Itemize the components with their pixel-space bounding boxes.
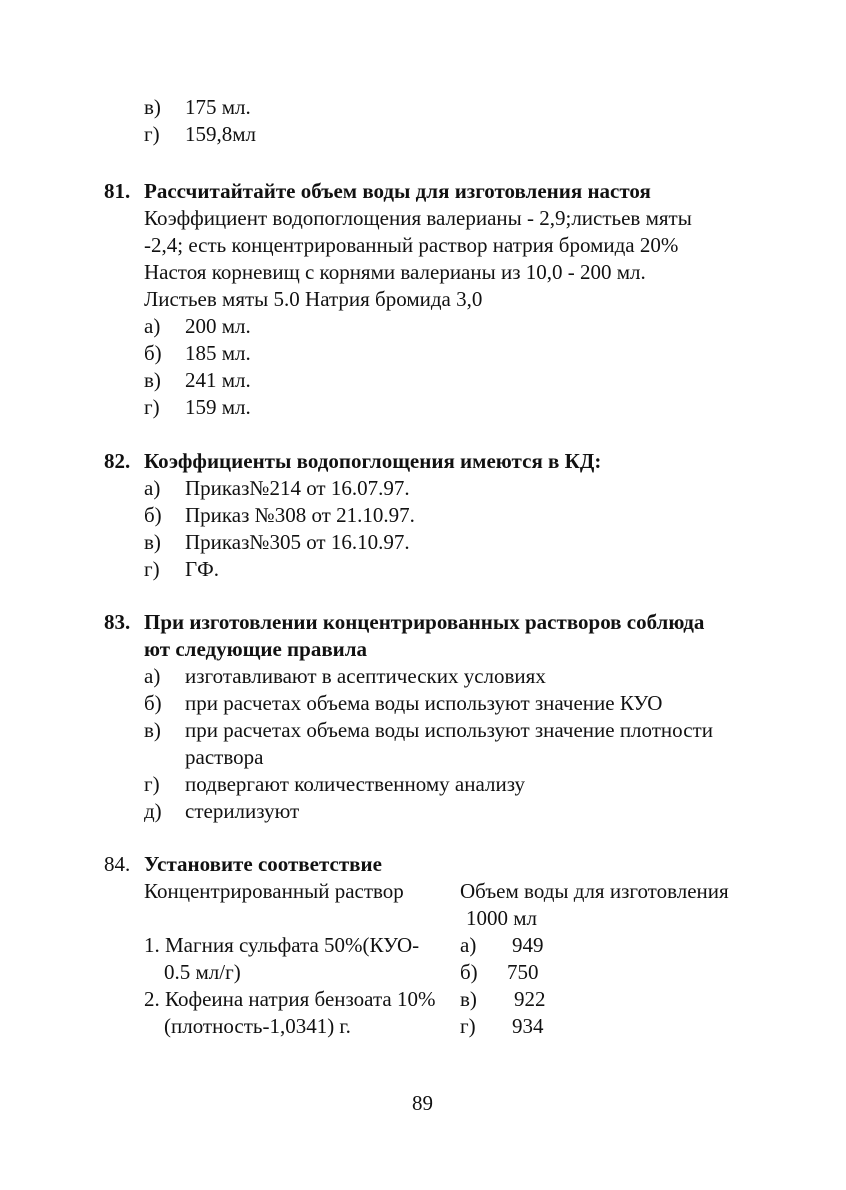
option-label: б) (144, 691, 162, 715)
option-text: Приказ№214 от 16.07.97. (185, 476, 410, 500)
question-number: 84. (104, 852, 131, 876)
question-body-line: Листьев мяты 5.0 Натрия бромида 3,0 (144, 287, 483, 311)
match-right-value: 949 (512, 933, 544, 957)
option-label: г) (144, 557, 160, 581)
question-title: Коэффициенты водопоглощения имеются в КД: (144, 449, 602, 473)
option-text: 175 мл. (185, 95, 251, 119)
option-label: б) (144, 503, 162, 527)
question-body-line: Коэффициент водопоглощения валерианы - 2,9;листьев мяты (144, 206, 692, 230)
option-text: 159 мл. (185, 395, 251, 419)
match-left-item: 1. Магния сульфата 50%(КУО- (144, 933, 420, 957)
option-text: при расчетах объема воды используют значение плотности (185, 718, 713, 742)
option-text: стерилизуют (185, 799, 300, 823)
option-label: г) (144, 395, 160, 419)
option-text: подвергают количественному анализу (185, 772, 526, 796)
option-label: а) (144, 476, 161, 500)
match-right-value: 750 (507, 960, 539, 984)
option-label: в) (144, 95, 161, 119)
question-body-line: Настоя корневищ с корнями валерианы из 10,0 - 200 мл. (144, 260, 646, 284)
option-text-cont: раствора (185, 745, 264, 769)
option-text: 200 мл. (185, 314, 251, 338)
question-number: 82. (104, 449, 131, 473)
question-body-line: -2,4; есть концентрированный раствор натрия бромида 20% (144, 233, 679, 257)
option-label: в) (144, 530, 161, 554)
question-number: 83. (104, 610, 131, 634)
right-column-header: Объем воды для изготовления (460, 879, 729, 903)
left-column-header: Концентрированный раствор (144, 879, 404, 903)
option-label: д) (144, 799, 162, 823)
question-title-cont: ют следующие правила (144, 637, 368, 661)
option-label: б) (144, 341, 162, 365)
option-text: Приказ№305 от 16.10.97. (185, 530, 410, 554)
match-left-item-cont: (плотность-1,0341) г. (164, 1014, 351, 1038)
option-label: г) (144, 122, 160, 146)
question-title: Рассчитайтайте объем воды для изготовления настоя (144, 179, 651, 203)
option-text: при расчетах объема воды используют значение КУО (185, 691, 663, 715)
option-text: 159,8мл (185, 122, 257, 146)
page-number: 89 (412, 1091, 433, 1115)
question-title: Установите соответствие (144, 852, 382, 876)
option-label: в) (144, 368, 161, 392)
option-text: 241 мл. (185, 368, 251, 392)
match-left-item-cont: 0.5 мл/г) (164, 960, 241, 984)
match-right-label: б) (460, 960, 478, 984)
question-number: 81. (104, 179, 131, 203)
option-label: а) (144, 664, 161, 688)
match-right-label: в) (460, 987, 477, 1011)
right-column-header-cont: 1000 мл (466, 906, 538, 930)
option-text: 185 мл. (185, 341, 251, 365)
option-label: а) (144, 314, 161, 338)
option-label: г) (144, 772, 160, 796)
option-text: ГФ. (185, 557, 219, 581)
match-left-item: 2. Кофеина натрия бензоата 10% (144, 987, 436, 1011)
option-text: изготавливают в асептических условиях (185, 664, 546, 688)
match-right-value: 934 (512, 1014, 544, 1038)
match-right-label: г) (460, 1014, 476, 1038)
match-right-label: а) (460, 933, 477, 957)
match-right-value: 922 (514, 987, 546, 1011)
option-text: Приказ №308 от 21.10.97. (185, 503, 415, 527)
question-title: При изготовлении концентрированных растворов соблюда (144, 610, 705, 634)
option-label: в) (144, 718, 161, 742)
